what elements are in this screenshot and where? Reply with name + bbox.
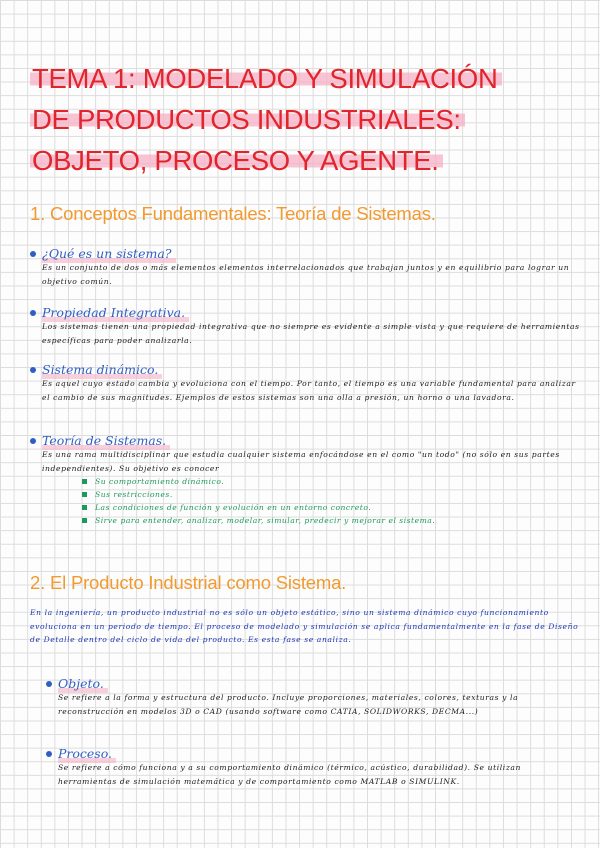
square-bullet-icon [82,518,87,523]
bullet-dot [30,310,36,316]
concept-item [30,246,580,288]
intro-text: En la ingeniería, un producto industrial no es sólo un objeto estático, sino un sistema dinámico cuyo funcionamiento evoluciona en un periodo de tiempo. El proceso de modelado y simulación se aplica fundamentalmente en la fase de Diseño de Detalle dentro del ciclo de vida del producto. Es esta fase se analiza. [30,608,579,644]
title-line-2: DE PRODUCTOS INDUSTRIALES: [30,104,465,135]
sub-bullet-list [30,475,580,527]
list-item: Sirve para entender, analizar, modelar, simular, predecir y mejorar el sistema. [82,514,580,527]
square-bullet-icon [82,492,87,497]
bullet-dot [30,367,36,373]
title-line-1: TEMA 1: MODELADO Y SIMULACIÓN [30,63,502,94]
section-2-intro [30,606,580,647]
bullet-dot [30,438,36,444]
concept-label: Teoría de Sistemas. [42,433,167,448]
concept-text: Es aquel cuyo estado cambia y evoluciona con el tiempo. Por tanto, el tiempo es una variable fundamental para analizar el cambio de sus magnitudes. Ejemplos de estos sistemas son una olla a presión, un horno o una lavadora. [42,379,576,402]
title-line-3: OBJETO, PROCESO Y AGENTE. [30,145,443,176]
concept-label: Objeto. [58,676,104,691]
list-item: Su comportamiento dinámico. [82,475,580,488]
section-2-heading: 2. El Producto Industrial como Sistema. [30,572,347,593]
concept-label: Sistema dinámico. [42,362,159,377]
list-item: Las condiciones de función y evolución en un entorno concreto. [82,501,580,514]
square-bullet-icon [82,505,87,510]
concept-text: Los sistemas tienen una propiedad integrativa que no siempre es evidente a simple vista y que requiere de herramientas específicas para poder analizarla. [42,322,580,345]
concept-text: Es una rama multidisciplinar que estudia cualquier sistema enfocándose en el como "un todo" (no sólo en sus partes independientes). Su objetivo es conocer [42,450,560,473]
page-title [30,58,590,181]
bullet-dot [30,251,36,257]
concept-label: Proceso. [58,746,113,761]
concept-item [30,362,580,404]
concept-item [30,433,580,527]
bullet-dot [46,681,52,687]
square-bullet-icon [82,479,87,484]
concept-text: Se refiere a la forma y estructura del producto. Incluye proporciones, materiales, colores, texturas y la reconstrucción en modelos 3D o CAD (usando software como CATIA, SOLIDWORKS, DECMA...) [58,693,519,716]
concept-item [30,676,580,718]
concept-text: Se refiere a cómo funciona y a su comportamiento dinámico (térmico, acústico, durabilidad). Se utilizan herramientas de simulación matemática y de comportamiento como MATLAB o SIMULINK. [58,763,522,786]
section-1-heading: 1. Conceptos Fundamentales: Teoría de Sistemas. [30,203,436,224]
concept-item [30,305,580,347]
concept-text: Es un conjunto de dos o más elementos elementos interrelacionados que trabajan juntos y en equilibrio para lograr un objetivo común. [42,263,570,286]
concept-label: ¿Qué es un sistema? [42,246,172,261]
concept-label: Propiedad Integrativa. [42,305,186,320]
list-item: Sus restricciones. [82,488,580,501]
concept-item [30,746,580,788]
bullet-dot [46,751,52,757]
